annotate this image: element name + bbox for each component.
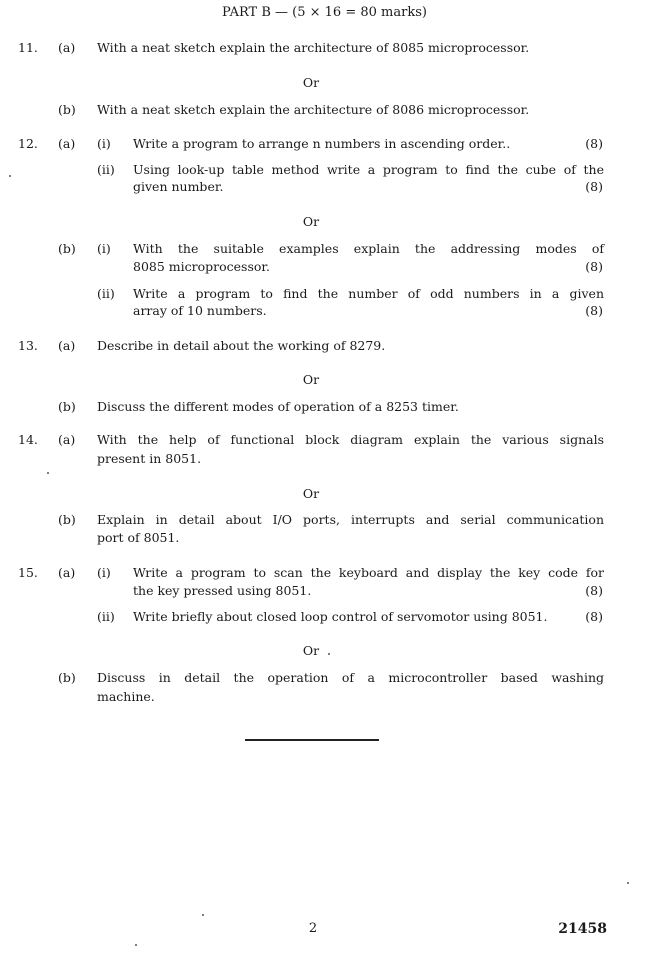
subpart-label: (i) xyxy=(97,136,111,151)
subpart-label: (i) xyxy=(97,241,111,256)
question-number: 14. xyxy=(18,432,38,447)
question-text-line-2: the key pressed using 8051. xyxy=(133,583,312,598)
question-number: 13. xyxy=(18,338,38,353)
part-label: (a) xyxy=(58,432,76,447)
part-label: (a) xyxy=(58,40,76,55)
subpart-label: (ii) xyxy=(97,609,115,624)
marks: (8) xyxy=(585,179,603,194)
part-b-heading: PART B — (5 × 16 = 80 marks) xyxy=(222,5,427,20)
question-text-line-2: array of 10 numbers. xyxy=(133,303,267,318)
part-label: (b) xyxy=(58,399,76,414)
question-text: Discuss the different modes of operation of a 8253 timer. xyxy=(97,399,459,414)
part-label: (b) xyxy=(58,102,76,117)
marks: (8) xyxy=(585,583,603,598)
part-label: (a) xyxy=(58,136,76,151)
page-number: 2 xyxy=(308,921,318,936)
scan-speck xyxy=(9,175,11,177)
subpart-label: (ii) xyxy=(97,286,115,301)
question-number: 15. xyxy=(18,565,38,580)
question-text-line-2: given number. xyxy=(133,179,224,194)
part-label: (b) xyxy=(58,670,76,685)
marks: (8) xyxy=(585,609,603,624)
marks: (8) xyxy=(585,136,603,151)
or-separator: Or xyxy=(302,486,320,501)
question-text-line-2: port of 8051. xyxy=(97,530,180,545)
end-rule xyxy=(245,739,379,741)
marks: (8) xyxy=(585,303,603,318)
question-number: 11. xyxy=(18,40,38,55)
scan-speck xyxy=(47,472,49,474)
part-label: (a) xyxy=(58,338,76,353)
question-text-line-1: Write a program to scan the keyboard and display the key code for xyxy=(133,565,604,580)
question-text: Describe in detail about the working of 8279. xyxy=(97,338,386,353)
question-text-line-1: Discuss in detail the operation of a microcontroller based washing xyxy=(97,670,604,685)
paper-code: 21458 xyxy=(558,921,607,937)
marks: (8) xyxy=(585,259,603,274)
question-text: Write a program to arrange n numbers in ascending order.. xyxy=(133,136,511,151)
question-text-line-1: Using look-up table method write a program to find the cube of the xyxy=(133,162,604,177)
subpart-label: (i) xyxy=(97,565,111,580)
question-text: With a neat sketch explain the architecture of 8086 microprocessor. xyxy=(97,102,530,117)
or-separator: Or xyxy=(302,214,320,229)
scan-speck xyxy=(202,914,204,916)
part-label: (a) xyxy=(58,565,76,580)
or-separator: Or xyxy=(302,75,320,90)
subpart-label: (ii) xyxy=(97,162,115,177)
question-text-line-1: Explain in detail about I/O ports, interrupts and serial communication xyxy=(97,512,604,527)
question-text: With a neat sketch explain the architecture of 8085 microprocessor. xyxy=(97,40,530,55)
question-text-line-2: present in 8051. xyxy=(97,451,202,466)
question-text-line-2: 8085 microprocessor. xyxy=(133,259,270,274)
scan-speck xyxy=(328,653,330,655)
question-text: Write briefly about closed loop control of servomotor using 8051. xyxy=(133,609,548,624)
question-number: 12. xyxy=(18,136,38,151)
scan-speck xyxy=(627,882,629,884)
or-separator: Or xyxy=(302,372,320,387)
part-label: (b) xyxy=(58,241,76,256)
scan-speck xyxy=(135,944,137,946)
question-text-line-1: With the help of functional block diagram explain the various signals xyxy=(97,432,604,447)
or-separator: Or xyxy=(302,643,320,658)
question-text-line-2: machine. xyxy=(97,689,155,704)
part-label: (b) xyxy=(58,512,76,527)
question-text-line-1: Write a program to find the number of odd numbers in a given xyxy=(133,286,604,301)
question-text-line-1: With the suitable examples explain the addressing modes of xyxy=(133,241,604,256)
